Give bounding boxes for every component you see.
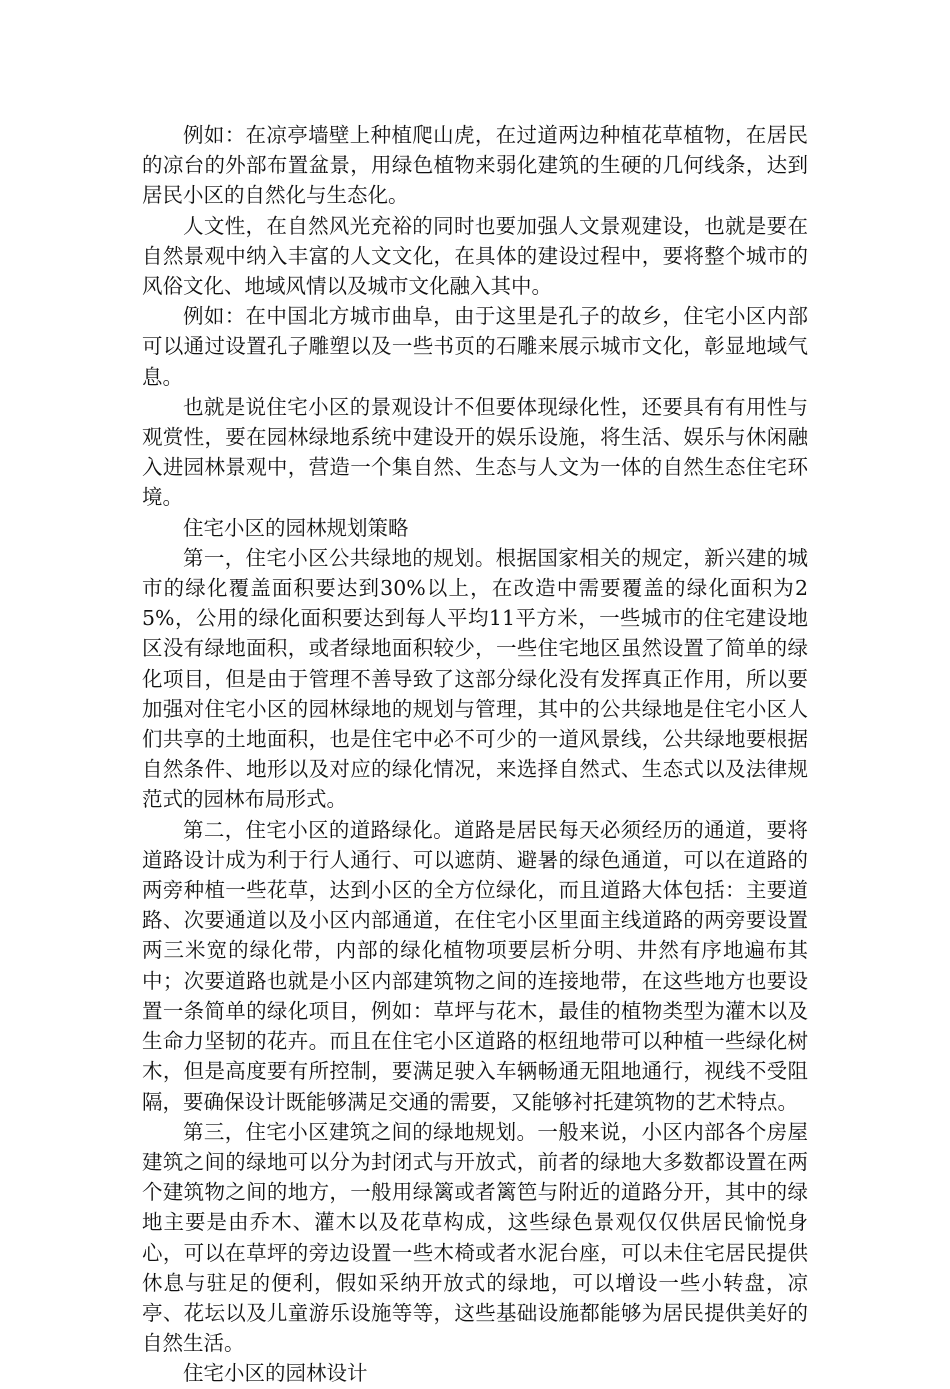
paragraph-road-greening: 第二，住宅小区的道路绿化。道路是居民每天必须经历的通道，要将道路设计成为利于行人通行、可以遮荫、避暑的绿色通道，可以在道路的两旁种植一些花草，达到小区的全方位绿化，而且道路大体包括：主要道路、次要通道以及小区内部通道，在住宅小区里面主线道路的两旁要设置两三米宽的绿化带，内部的绿化植物项要层析分明、井然有序地遍布其中；次要道路也就是小区内部建筑物之间的连接地带，在这些地方也要设置一条简单的绿化项目，例如：草坪与花木，最佳的植物类型为灌木以及生命力坚韧的花卉。而且在住宅小区道路的枢纽地带可以种植一些绿化树木，但是高度要有所控制，要满足驶入车辆畅通无阻地通行，视线不受阻隔，要确保设计既能够满足交通的需要，又能够衬托建筑物的艺术特点。 [142, 817, 808, 1114]
paragraph-humanistic: 人文性，在自然风光充裕的同时也要加强人文景观建设，也就是要在自然景观中纳入丰富的人文文化，在具体的建设过程中，要将整个城市的风俗文化、地域风情以及城市文化融入其中。 [142, 213, 808, 299]
paragraph-building-green-space: 第三，住宅小区建筑之间的绿地规划。一般来说，小区内部各个房屋建筑之间的绿地可以分为封闭式与开放式，前者的绿地大多数都设置在两个建筑物之间的地方，一般用绿篱或者篱笆与附近的道路分开，其中的绿地主要是由乔木、灌木以及花草构成，这些绿色景观仅仅供居民愉悦身心，可以在草坪的旁边设置一些木椅或者水泥台座，可以未住宅居民提供休息与驻足的便利，假如采纳开放式的绿地，可以增设一些小转盘，凉亭、花坛以及儿童游乐设施等等，这些基础设施都能够为居民提供美好的自然生活。 [142, 1119, 808, 1356]
paragraph-example-pavilion: 例如：在凉亭墙壁上种植爬山虎，在过道两边种植花草植物，在居民的凉台的外部布置盆景，用绿色植物来弱化建筑的生硬的几何线条，达到居民小区的自然化与生态化。 [142, 123, 808, 208]
paragraph-public-green-space: 第一，住宅小区公共绿地的规划。根据国家相关的规定，新兴建的城市的绿化覆盖面积要达到30%以上，在改造中需要覆盖的绿化面积为25%，公用的绿化面积要达到每人平均11平方米，一些城市的住宅建设地区没有绿地面积，或者绿地面积较少，一些住宅地区虽然设置了简单的绿化项目，但是由于管理不善导致了这部分绿化没有发挥真正作用，所以要加强对住宅小区的园林绿地的规划与管理，其中的公共绿地是住宅小区人们共享的土地面积，也是住宅中必不可少的一道风景线，公共绿地要根据自然条件、地形以及对应的绿化情况，来选择自然式、生态式以及法律规范式的园林布局形式。 [142, 545, 808, 812]
section-heading-garden-design: 住宅小区的园林设计 [183, 1361, 368, 1386]
section-heading-planning-strategy: 住宅小区的园林规划策略 [183, 515, 409, 540]
paragraph-example-qufu: 例如：在中国北方城市曲阜，由于这里是孔子的故乡，住宅小区内部可以通过设置孔子雕塑以及一些书页的石雕来展示城市文化，彰显地域气息。 [142, 304, 808, 389]
paragraph-landscape-design: 也就是说住宅小区的景观设计不但要体现绿化性，还要具有有用性与观赏性，要在园林绿地系统中建设开的娱乐设施，将生活、娱乐与休闲融入进园林景观中，营造一个集自然、生态与人文为一体的自然生态住宅环境。 [142, 394, 808, 510]
document-page [142, 120, 808, 1389]
